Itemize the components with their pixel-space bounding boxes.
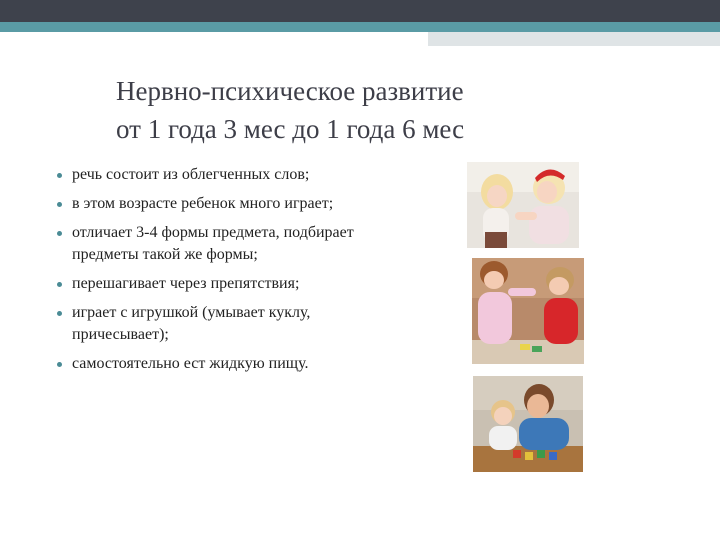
bullet-item <box>56 273 356 295</box>
bullet-item <box>56 353 356 375</box>
bullet-item <box>56 222 356 266</box>
bullet-text: перешагивает через препятствия; <box>72 275 300 292</box>
bullet-text: играет с игрушкой (умывает куклу, причесывает); <box>72 304 311 343</box>
bullet-text: самостоятельно ест жидкую пищу. <box>72 355 309 372</box>
bullet-text: в этом возрасте ребенок много играет; <box>72 195 334 212</box>
slide-title-line-1: Нервно-психическое развитие <box>116 76 464 106</box>
bullet-dot-icon <box>57 202 62 207</box>
top-bar-light-accent <box>428 32 720 46</box>
top-bar-dark <box>0 0 720 22</box>
bullet-item <box>56 164 356 186</box>
girl-with-doll-photo <box>467 162 579 248</box>
slide-title-line-2: от 1 года 3 мес до 1 года 6 мес <box>116 114 465 144</box>
slide-title <box>116 72 596 148</box>
bullet-item <box>56 302 356 346</box>
bullet-dot-icon <box>57 362 62 367</box>
bullet-list <box>56 164 356 382</box>
bullet-dot-icon <box>57 231 62 236</box>
bullet-item <box>56 193 356 215</box>
bullet-dot-icon <box>57 282 62 287</box>
bullet-text: речь состоит из облегченных слов; <box>72 166 310 183</box>
top-bar-teal <box>0 22 720 32</box>
bullet-dot-icon <box>57 173 62 178</box>
children-playing-photo <box>472 258 584 364</box>
bullet-text: отличает 3-4 формы предмета, подбирает предметы такой же формы; <box>72 224 354 263</box>
bullet-dot-icon <box>57 311 62 316</box>
adult-and-child-with-toys-photo <box>473 376 583 472</box>
